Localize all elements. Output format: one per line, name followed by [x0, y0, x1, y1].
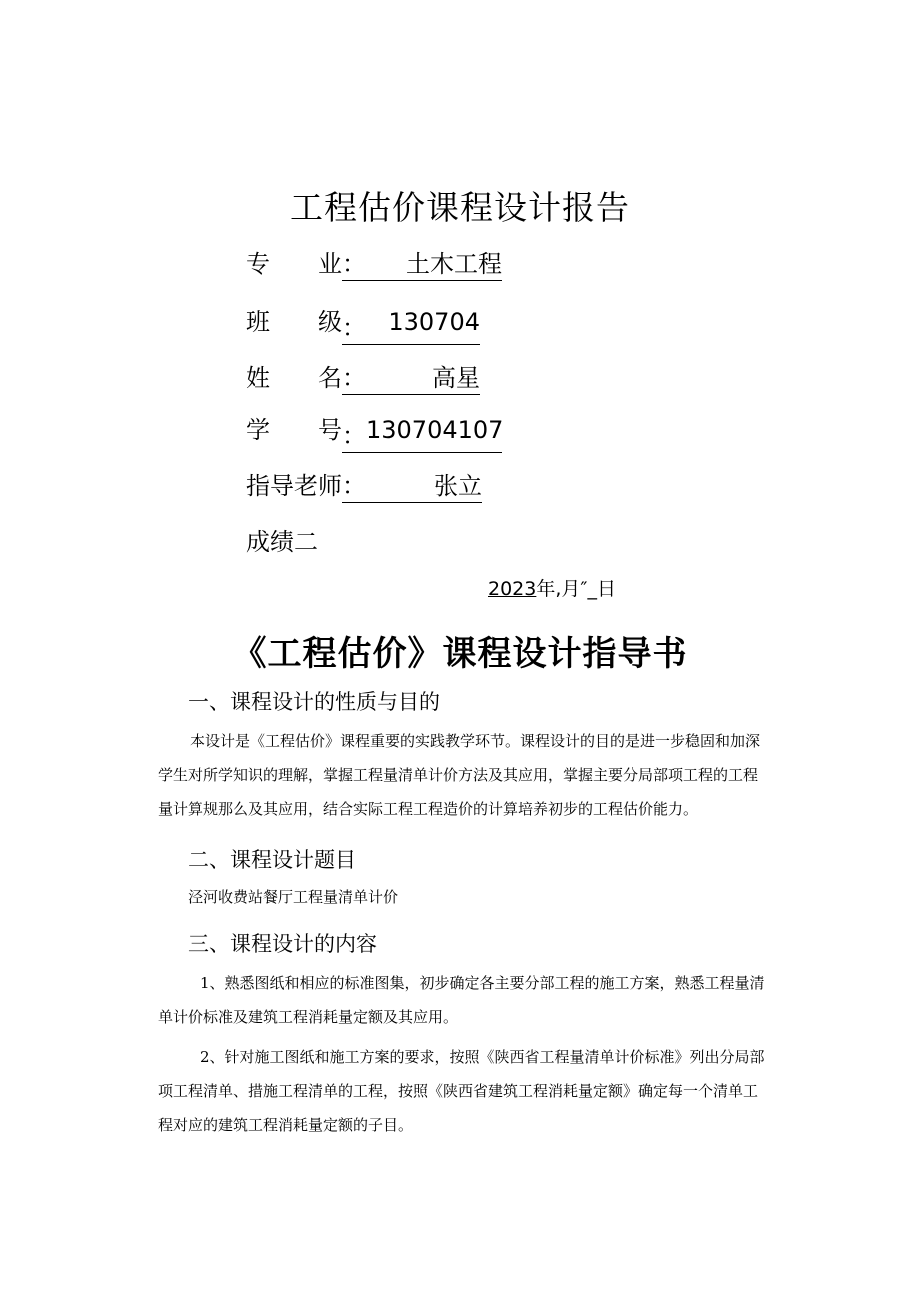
section3-item2: 2、针对施工图纸和施工方案的要求，按照《陕西省工程量清单计价标准》列出分局部项工程清单、措施工程清单的工程，按照《陕西省建筑工程消耗量定额》确定每一个清单工程对应的建筑工程消耗量定额的子目。 [158, 1048, 765, 1134]
field-name-value: ： 高星 [342, 358, 480, 395]
field-student-id [246, 410, 502, 450]
field-major [246, 244, 502, 284]
field-advisor-value: ： 张立 [342, 466, 482, 503]
section2-text: 泾河收费站餐厅工程量清单计价 [188, 888, 399, 906]
field-student-id-value: ： 130704107 [342, 416, 502, 453]
guide-title: 《工程估价》课程设计指导书 [232, 634, 688, 674]
field-advisor-label: 指导老师 [246, 472, 342, 500]
report-title: 工程估价课程设计报告 [290, 188, 630, 227]
field-major-value: ： 土木工程 [342, 244, 502, 281]
field-student-id-label: 学 号 [246, 416, 342, 444]
field-major-label: 专 业 [246, 250, 342, 278]
section3-heading: 三、课程设计的内容 [188, 932, 377, 956]
field-class-value: ： 130704 [342, 308, 480, 345]
field-advisor [246, 466, 482, 506]
field-class-label: 班 级 [246, 308, 342, 336]
field-grade: 成绩二 [246, 528, 318, 556]
section3-item1: 1、熟悉图纸和相应的标准图集，初步确定各主要分部工程的施工方案，熟悉工程量清单计价标准及建筑工程消耗量定额及其应用。 [158, 974, 765, 1026]
field-class [246, 302, 480, 342]
section1-heading: 一、课程设计的性质与目的 [188, 690, 440, 714]
field-name-label: 姓 名 [246, 364, 342, 392]
field-name [246, 358, 480, 398]
report-date [488, 574, 616, 601]
section1-text: 本设计是《工程估价》课程重要的实践教学环节。课程设计的目的是进一步稳固和加深学生对所学知识的理解，掌握工程量清单计价方法及其应用，掌握主要分局部项工程的工程量计算规那么及其应用，结合实际工程工程造价的计算培养初步的工程估价能力。 [158, 732, 761, 818]
date-rest: 年,月″_日 [536, 578, 616, 600]
date-year: 2023 [488, 578, 537, 600]
section2-heading: 二、课程设计题目 [188, 848, 356, 872]
